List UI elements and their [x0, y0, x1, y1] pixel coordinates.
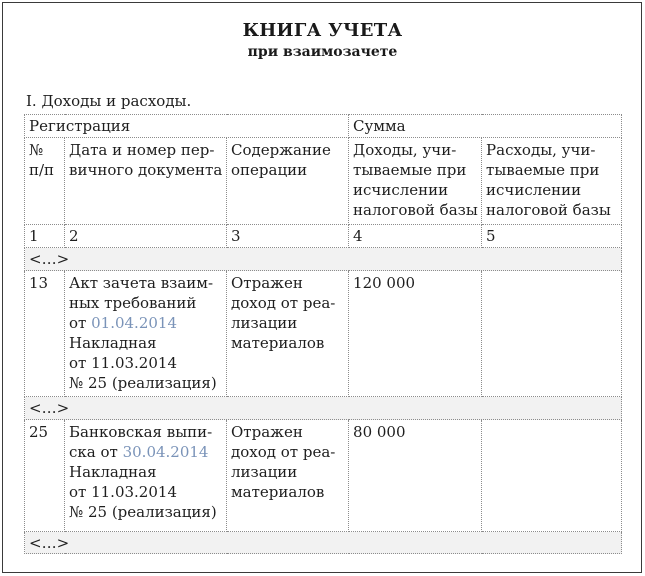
entry-operation	[227, 271, 349, 397]
operation-line: доход от реа-	[231, 294, 336, 312]
entry-number: 25	[25, 420, 65, 532]
ledger-table	[24, 114, 622, 554]
entry-income: 80 000	[349, 420, 482, 532]
column-number: 4	[349, 225, 482, 248]
ellipsis-row	[25, 397, 622, 420]
column-number: 5	[482, 225, 622, 248]
column-header-income	[349, 138, 482, 225]
entry-operation	[227, 420, 349, 532]
entry-income: 120 000	[349, 271, 482, 397]
date-prefix: от	[69, 314, 92, 332]
entry-document	[65, 271, 227, 397]
document-line: Акт зачета взаим-	[69, 274, 214, 292]
invoice-line: № 25 (реализация)	[69, 503, 217, 521]
entry-number: 13	[25, 271, 65, 397]
ellipsis-cell: <…>	[25, 248, 622, 271]
date-prefix: ска от	[69, 443, 123, 461]
column-number: 2	[65, 225, 227, 248]
column-header-expense	[482, 138, 622, 225]
book-subtitle: при взаимозачете	[247, 44, 398, 60]
table-row	[25, 271, 622, 397]
header-line: №	[29, 141, 44, 159]
invoice-line: от 11.03.2014	[69, 483, 177, 501]
operation-line: лизации	[231, 463, 298, 481]
invoice-line: № 25 (реализация)	[69, 374, 217, 392]
column-header-number	[25, 138, 65, 225]
operation-line: лизации	[231, 314, 298, 332]
entry-expense	[482, 271, 622, 397]
entry-document	[65, 420, 227, 532]
sum-header: Сумма	[349, 115, 622, 138]
operation-line: Отражен	[231, 274, 303, 292]
section-heading: I. Доходы и расходы.	[26, 92, 192, 110]
column-number: 1	[25, 225, 65, 248]
ellipsis-cell: <…>	[25, 397, 622, 420]
column-number-row	[25, 225, 622, 248]
ellipsis-row	[25, 248, 622, 271]
operation-line: материалов	[231, 483, 325, 501]
invoice-line: Накладная	[69, 463, 157, 481]
header-line: тываемые при	[353, 161, 467, 179]
header-line: п/п	[29, 161, 55, 179]
column-header-operation	[227, 138, 349, 225]
header-line: Дата и номер пер-	[69, 141, 215, 159]
ellipsis-cell: <…>	[25, 532, 622, 554]
invoice-line: Накладная	[69, 334, 157, 352]
operation-line: Отражен	[231, 423, 303, 441]
document-line: Банковская выпи-	[69, 423, 213, 441]
header-line: налоговой базы	[353, 201, 478, 219]
group-header-row	[25, 115, 622, 138]
header-line: операции	[231, 161, 308, 179]
document-date: 30.04.2014	[122, 443, 209, 461]
column-header-document	[65, 138, 227, 225]
book-title: КНИГА УЧЕТА	[242, 20, 403, 41]
operation-line: материалов	[231, 334, 325, 352]
column-header-row	[25, 138, 622, 225]
ellipsis-row	[25, 532, 622, 554]
document-date: 01.04.2014	[91, 314, 177, 332]
header-line: Доходы, учи-	[353, 141, 457, 159]
header-line: налоговой базы	[486, 201, 611, 219]
operation-line: доход от реа-	[231, 443, 336, 461]
header-line: вичного документа	[69, 161, 223, 179]
document-line: ных требований	[69, 294, 197, 312]
header-line: тываемые при	[486, 161, 600, 179]
table-row	[25, 420, 622, 532]
header-line: Расходы, учи-	[486, 141, 596, 159]
registration-header: Регистрация	[25, 115, 349, 138]
header-line: исчислении	[486, 181, 582, 199]
invoice-line: от 11.03.2014	[69, 354, 177, 372]
header-line: Содержание	[231, 141, 331, 159]
document-date-line	[69, 442, 222, 462]
entry-expense	[482, 420, 622, 532]
document-date-line	[69, 313, 222, 333]
column-number: 3	[227, 225, 349, 248]
header-line: исчислении	[353, 181, 449, 199]
